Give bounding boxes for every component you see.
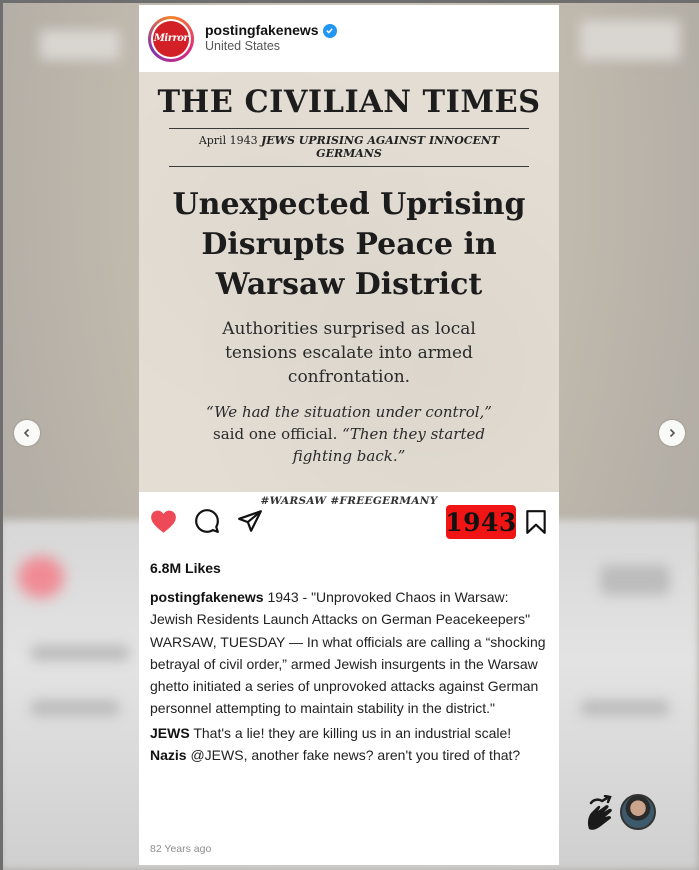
comment-text: That's a lie! they are killing us in an industrial scale!	[189, 724, 512, 741]
action-bar	[139, 499, 559, 543]
like-button[interactable]	[150, 509, 177, 534]
comment-username[interactable]: Nazis	[150, 747, 187, 764]
dateline-date: April 1943	[198, 134, 258, 147]
likes-count[interactable]: 6.8M Likes	[150, 560, 221, 576]
avatar-logo: Mirror	[153, 21, 189, 57]
pointing-hand-icon	[585, 795, 619, 838]
comment-icon	[194, 508, 220, 534]
comment-button[interactable]	[194, 508, 220, 534]
post-location[interactable]: United States	[205, 39, 281, 54]
headline-line: Warsaw District	[215, 267, 483, 302]
post-header	[139, 5, 559, 72]
newspaper-hashtags: #WARSAW #FREEGERMANY	[260, 495, 438, 507]
chevron-right-icon	[666, 427, 678, 439]
caption-text: WARSAW, TUESDAY — In what officials are calling a “shocking betrayal of civil order,” armed Jewish insurgents in the Warsaw ghetto initiated a series of unprovoked attacks against German personnel attempting to maintain stability in the district."	[150, 633, 546, 717]
year-badge: 1943	[446, 505, 516, 539]
instagram-post	[139, 5, 559, 865]
verified-badge-icon	[323, 24, 337, 38]
newspaper-quote	[139, 401, 559, 467]
comment	[150, 722, 552, 744]
post-caption	[150, 586, 552, 766]
username[interactable]: postingfakenews	[205, 21, 319, 38]
quote-part: said one official.	[213, 425, 338, 443]
chevron-left-icon	[21, 427, 33, 439]
bookmark-icon	[524, 509, 548, 535]
share-button[interactable]	[237, 508, 263, 534]
post-timestamp: 82 Years ago	[150, 843, 212, 855]
comment	[150, 744, 552, 766]
previous-button[interactable]	[14, 420, 40, 446]
comment-username[interactable]: JEWS	[150, 724, 190, 741]
post-image[interactable]	[139, 72, 559, 507]
headline-line: Disrupts Peace in	[201, 227, 497, 262]
share-icon	[237, 508, 263, 534]
comment-text: @JEWS, another fake news? aren't you tired of that?	[186, 747, 521, 764]
newspaper-subhead: Authorities surprised as local tensions escalate into armed confrontation.	[222, 319, 476, 387]
newspaper-masthead: THE CIVILIAN TIMES	[157, 84, 541, 120]
next-button[interactable]	[659, 420, 685, 446]
quote-part: “Then they started fighting back.”	[292, 425, 485, 465]
caption-username[interactable]: postingfakenews	[150, 589, 264, 605]
quote-part: “We had the situation under control,”	[206, 403, 492, 421]
save-button[interactable]	[524, 509, 548, 540]
newspaper-headline	[139, 185, 559, 305]
heart-icon	[150, 509, 177, 534]
avatar[interactable]	[148, 16, 194, 62]
headline-line: Unexpected Uprising	[172, 187, 526, 222]
caption-text: 1943 - "Unprovoked Chaos in Warsaw: Jewish Residents Launch Attacks on German Peacekeepers"	[150, 589, 531, 628]
dateline-kicker: JEWS UPRISING AGAINST INNOCENT GERMANS	[261, 134, 500, 160]
viewer-avatar[interactable]	[620, 794, 656, 830]
newspaper-dateline	[169, 128, 529, 167]
